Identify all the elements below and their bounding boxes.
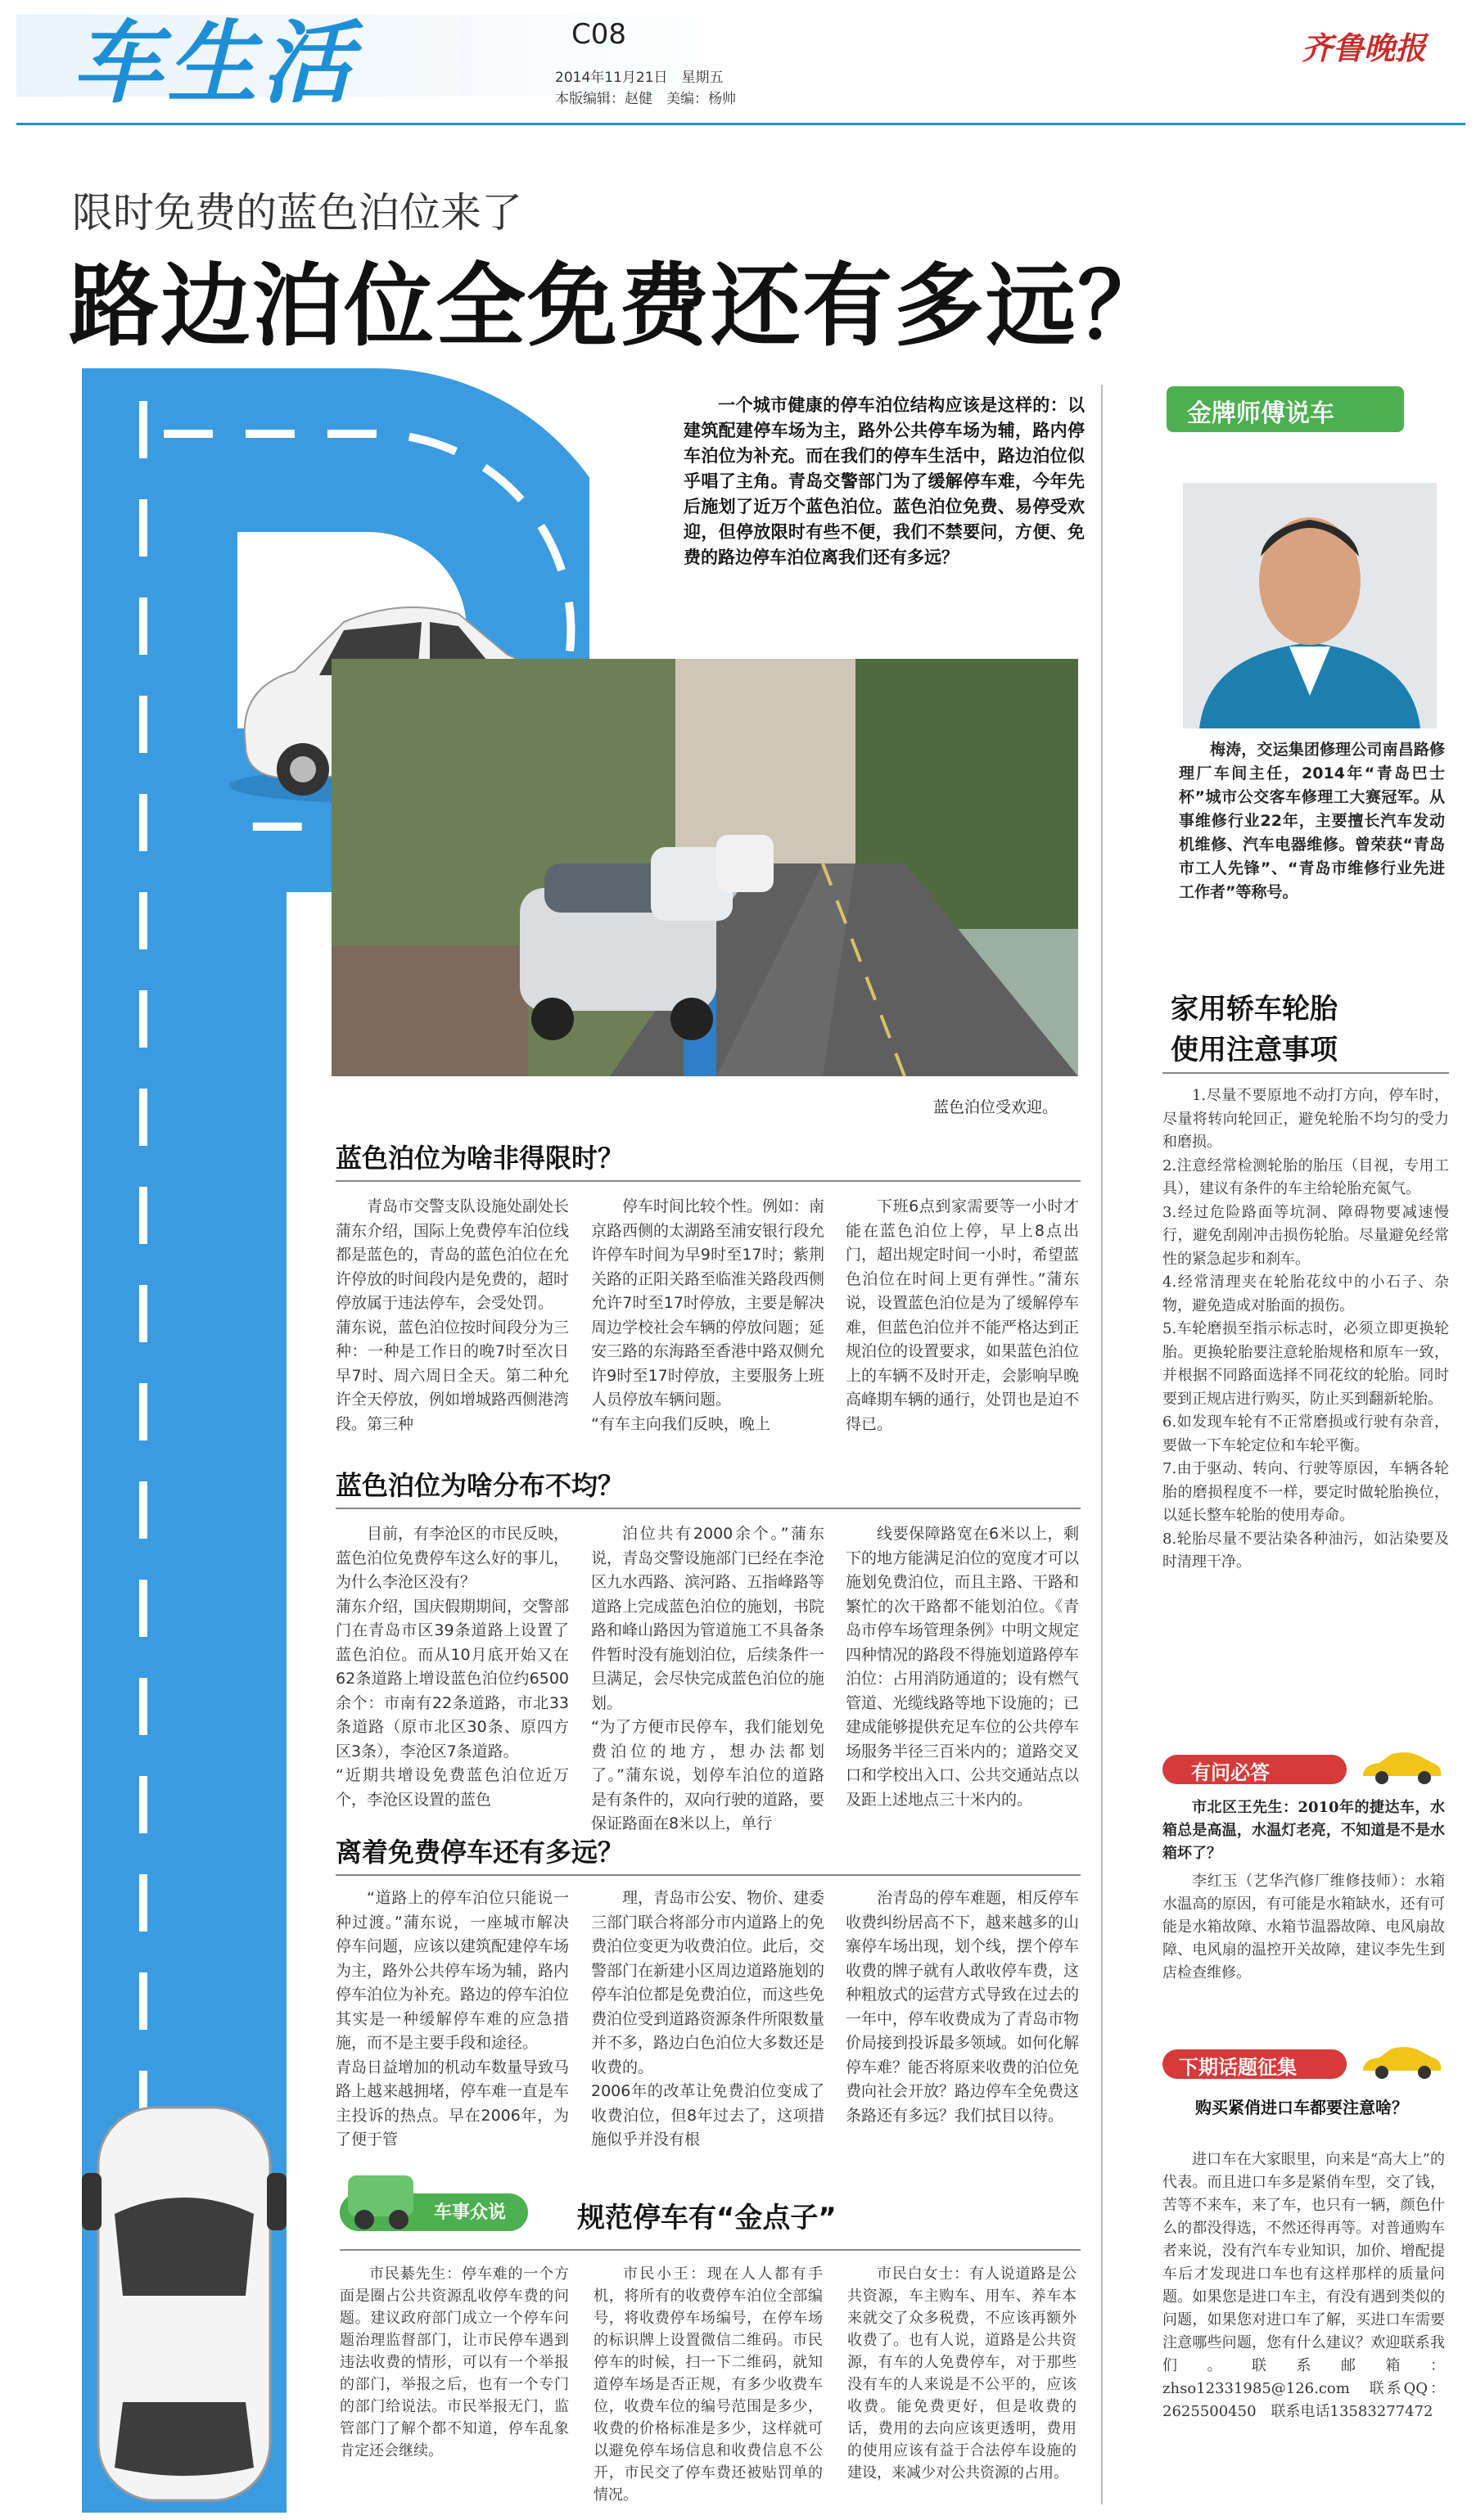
masthead [0, 0, 1476, 139]
opinion-rule [340, 2249, 1081, 2251]
section-2-col-3: 线要保障路宽在6米以上，剩下的地方能满足泊位的宽度才可以施划免费泊位，而且主路、干路和繁忙的次干路都不能划泊位。《青岛市停车场管理条例》中明文规定四种情况的路段不得施划道路停车泊位：占用消防通道的；设有燃气管道、光缆线路等地下设施的；已建成能够提供充足车位的公共停车场服务半径三百米内的；道路交叉口和学校出入口、公共交通站点以及距上述地点三十米内的。 [846, 1525, 1080, 1809]
section-1-col-3: 下班6点到家需要等一小时才能在蓝色泊位上停，早上8点出门，超出规定时间一小时，希望蓝色泊位在时间上更有弹性。”蒲东说，设置蓝色泊位是为了缓解停车难，但蓝色泊位并不能严格达到正规泊位的设置要求，如果蓝色泊位上的车辆不及时开走，会影响早晚高峰期车辆的通行，处罚也是迫不得已。 [846, 1197, 1080, 1433]
qa-badge: 有问必答 [1191, 1761, 1270, 1784]
section-2-rule [336, 1508, 1081, 1509]
next-topic-question: 购买紧俏进口车都要注意啥？ [1195, 2098, 1408, 2117]
editors: 本版编辑：赵健 美编：杨帅 [555, 91, 736, 107]
section-3-col-3: 治青岛的停车难题，相反停车收费纠纷居高不下，越来越多的山寨停车场出现，划个线，摆个停车收费的牌子就有人敢收停车费，这种粗放式的运营方式导致在过去的一年中，停车收费成为了青岛市物价局接到投诉最多领域。如何化解停车难？能否将原来收费的泊位免费向社会开放？路边停车全免费这条路还有多远？我们拭目以待。 [846, 1889, 1080, 2125]
tips-rule [1162, 1072, 1449, 1074]
opinion-col-2: 市民小王：现在人人都有手机，将所有的收费停车泊位全部编号，将收费停车场编号，在停车场的标识牌上设置微信二维码。市民停车的时候，扫一下二维码，就知道停车场是否正规，有多少收费车位，收费车位的编号范围是多少，收费的价格标准是多少，这样就可以避免停车场信息和收费信息不公开，市民交了停车费还被贴罚单的情况。 [594, 2265, 823, 2504]
section-heading-1: 蓝色泊位为啥非得限时？ [336, 1143, 625, 1174]
section-2-col-1: 目前，有李沧区的市民反映，蓝色泊位免费停车这么好的事儿，为什么李沧区没有？ 蒲东介绍，国庆假期期间，交警部门在青岛市区39条道路上设置了蓝色泊位。而从10月底开始又在62条道路上增设蓝色泊位约6500余个：市南有22条道路，市北33条道路（原市北区30条、原四方区3条），李沧区7条道路。 “近期共增设免费蓝色泊位近万个，李沧区设置的蓝色 [336, 1525, 570, 1809]
mechanic-portrait [1183, 483, 1437, 728]
section-1-col-1: 青岛市交警支队设施处副处长蒲东介绍，国际上免费停车泊位线都是蓝色的，青岛的蓝色泊位在允许停放的时间段内是免费的，超时停放属于违法停车，会受处罚。 蒲东说，蓝色泊位按时间段分为三种：一种是工作日的晚7时至次日早7时、周六周日全天。第二种允许全天停放，例如增城路西侧港湾段。第三种 [336, 1197, 570, 1433]
qa-answer: 李红玉（艺华汽修厂维修技师）：水箱水温高的原因，有可能是水箱缺水，还有可能是水箱故障、水箱节温器故障、电风扇故障、电风扇的温控开关故障，建议李先生到店检查维修。 [1162, 1873, 1445, 1981]
opinion-title: 规范停车有“金点子” [577, 2202, 837, 2234]
section-3-col-2: 理，青岛市公安、物价、建委三部门联合将部分市内道路上的免费泊位变更为收费泊位。此后，交警部门在新建小区周边道路施划的停车泊位都是免费泊位，而这些免费泊位受到道路资源条件所限数量并不多，路边白色泊位大多数还是收费的。 2006年的改革让免费泊位变成了收费泊位，但8年过去了，这项措施似乎并没有根 [591, 1889, 825, 2148]
page-number: C08 [571, 18, 627, 51]
newspaper-logo: 齐鲁晚报 [1302, 29, 1427, 66]
car-illustration-bottom [82, 2091, 287, 2509]
qa-question: 市北区王先生：2010年的捷达车，水箱总是高温，水温灯老亮，不知道是不是水箱坏了？ [1162, 1799, 1445, 1862]
section-2-col-2: 泊位共有2000余个。”蒲东说，青岛交警设施部门已经在李沧区九水西路、滨河路、五指峰路等道路上完成蓝色泊位的施划，书院路和峰山路因为管道施工不具备条件暂时没有施划泊位，后续条件一旦满足，会尽快完成蓝色泊位的施划。 “为了方便市民停车，我们能划免费泊位的地方，想办法都划了。”蒲东说，划停车泊位的道路是有条件的，双向行驶的道路，要保证路面在8米以上，单行 [591, 1525, 825, 1833]
section-3-col-1: “道路上的停车泊位只能说一种过渡。”蒲东说，一座城市解决停车问题，应该以建筑配建停车场为主，路外公共停车场为辅，路内停车泊位为补充。路边的停车泊位其实是一种缓解停车难的应急措施，而不是主要手段和途径。 青岛日益增加的机动车数量导致马路上越来越拥堵，停车难一直是车主投诉的热点。早在2006年，为了便于管 [336, 1889, 570, 2148]
opinion-badge: 车事众说 [434, 2202, 507, 2223]
section-heading-2: 蓝色泊位为啥分布不均？ [336, 1470, 625, 1501]
headline-kicker: 限时免费的蓝色泊位来了 [72, 189, 522, 237]
street-photo [332, 659, 1078, 1076]
sidebar-divider [1101, 385, 1103, 2504]
column-title: 金牌师傅说车 [1187, 399, 1334, 428]
photo-caption: 蓝色泊位受欢迎。 [933, 1098, 1058, 1116]
mechanic-bio: 梅涛，交运集团修理公司南昌路修理厂车间主任，2014年“青岛巴士杯”城市公交客车修理工大赛冠军。从事维修行业22年，主要擅长汽车发动机维修、汽车电器维修。曾荣获“青岛市工人先锋”、“青岛市维修行业先进工作者”等称号。 [1179, 741, 1445, 901]
masthead-rule [16, 123, 1465, 125]
issue-date: 2014年11月21日 星期五 [555, 70, 724, 86]
section-heading-3: 离着免费停车还有多远？ [336, 1837, 625, 1868]
opinion-col-1: 市民綦先生：停车难的一个方面是圈占公共资源乱收停车费的问题。建议政府部门成立一个停车问题治理监督部门，让市民停车遇到违法收费的情形，可以有一个举报的部门，举报之后，也有一个专门的部门给说法。市民举报无门，监管部门了解个都不知道，停车乱象肯定还会继续。 [340, 2265, 569, 2459]
section-title: 车生活 [72, 11, 357, 115]
tips-title-line-1: 家用轿车轮胎 [1171, 993, 1338, 1026]
car-icon-qa [1359, 1750, 1445, 1786]
section-1-rule [336, 1180, 1081, 1182]
car-icon-next [1359, 2044, 1445, 2080]
opinion-col-3: 市民白女士：有人说道路是公共资源，车主购车、用车、养车本来就交了众多税费，不应该再额外收费了。也有人说，道路是公共资源，有车的人免费停车，对于那些没有车的人来说是不公平的，应该收费。能免费更好，但是收费的话，费用的去向应该更透明，费用的使用应该有益于合法停车设施的建设，来减少对公共资源的占用。 [847, 2265, 1077, 2482]
next-topic-body: 进口车在大家眼里，向来是“高大上”的代表。而且进口车多是紧俏车型，交了钱，苦等不来车，来了车，也只有一辆，颜色什么的都没得选，不然还得再等。对普通购车者来说，没有汽车专业知识，加价、增配提车后才发现进口车也有这样那样的质量问题。如果您是进口车主，有没有遇到类似的问题，如果您对进口车了解，买进口车需要注意哪些问题，您有什么建议？欢迎联系我们。联系邮箱：zhso12331985@126.com 联系QQ：2625500450 联系电话13583277472 [1162, 2151, 1445, 2420]
next-topic-badge: 下期话题征集 [1179, 2056, 1297, 2079]
intro-paragraph: 一个城市健康的停车泊位结构应该是这样的：以建筑配建停车场为主，路外公共停车场为辅，路内停车泊位为补充。而在我们的停车生活中，路边泊位似乎唱了主角。青岛交警部门为了缓解停车难，今年先后施划了近万个蓝色泊位。蓝色泊位免费、易停受欢迎，但停放限时有些不便，我们不禁要问，方便、免费的路边停车泊位离我们还有多远？ [684, 395, 1085, 567]
headline-title: 路边泊位全免费还有多远？ [69, 254, 1169, 358]
section-1-col-2: 停车时间比较个性。例如：南京路西侧的太湖路至浦安银行段允许停车时间为早9时至17时；紫荆关路的正阳关路至临淮关路段西侧允许7时至17时停放，主要是解决周边学校社会车辆的停放问题；延安三路的东海路至香港中路双侧允许9时至17时停放，主要服务上班人员停放车辆问题。 “有车主向我们反映，晚上 [591, 1197, 825, 1433]
tips-title-line-2: 使用注意事项 [1171, 1034, 1338, 1066]
section-3-rule [336, 1874, 1081, 1876]
tire-tips-list: 1.尽量不要原地不动打方向，停车时，尽量将转向轮回正，避免轮胎不均匀的受力和磨损。 2.注意经常检测轮胎的胎压（目视，专用工具），建议有条件的车主给轮胎充氮气。 3.经过危险路面等坑洞、障碍物要减速慢行，避免刮剐冲击损伤轮胎。尽量避免经常性的紧急起步和刹车。 4.经常清理夹在轮胎花纹中的小石子、杂物，避免造成对胎面的损伤。 5.车轮磨损至指示标志时，必须立即更换轮胎。更换轮胎要注意轮胎规格和原车一致，并根据不同路面选择不同花纹的轮胎。同时要到正规店进行购买，防止买到翻新轮胎。 6.如发现车轮有不正常磨损或行驶有杂音，要做一下车轮定位和车轮平衡。 7.由于驱动、转向、行驶等原因，车辆各轮胎的磨损程度不一样，要定时做轮胎换位，以延长整车轮胎的使用寿命。 8.轮胎尽量不要沾染各种油污，如沾染要及时清理干净。 [1162, 1087, 1449, 1571]
